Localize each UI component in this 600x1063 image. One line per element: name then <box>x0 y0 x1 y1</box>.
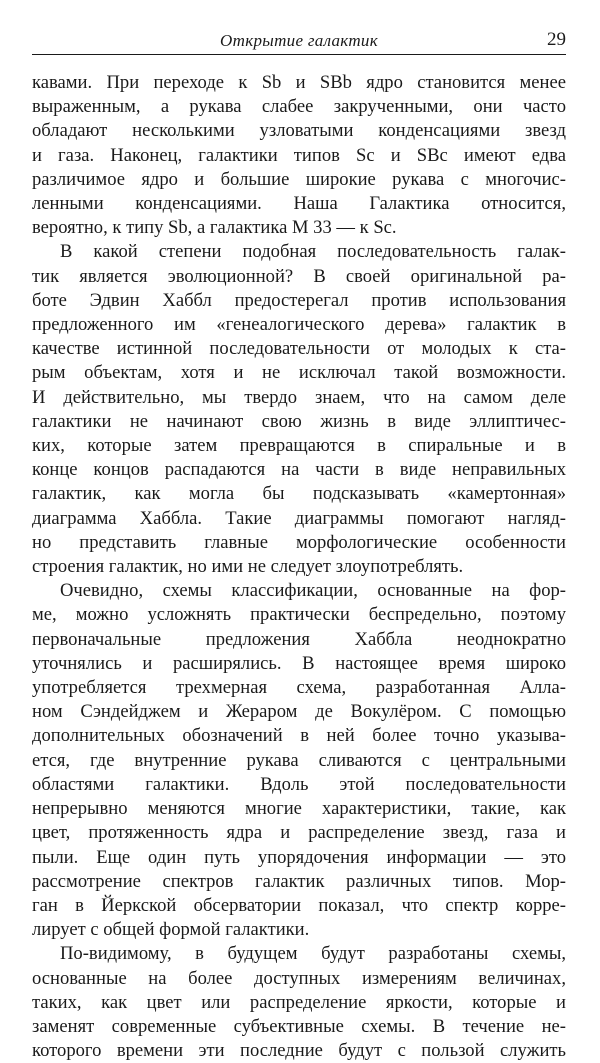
text-line: ме, можно усложнять практически беспредельно, поэтому <box>32 604 566 626</box>
text-line: ном Сэндейджем и Жераром де Вокулёром. С помощью <box>32 701 566 723</box>
text-line: конце концов распадаются на части в виде неправильных <box>32 459 566 481</box>
text-line: Очевидно, схемы классификации, основанные на фор- <box>60 580 566 602</box>
text-line: предложенного им «генеалогического дерева» галактик в <box>32 314 566 336</box>
text-line: областями галактики. Вдоль этой последовательности <box>32 773 566 795</box>
text-line: ган в Йеркской обсерватории показал, что спектр корре- <box>32 894 566 916</box>
text-line: строения галактик, но ими не следует злоупотреблять. <box>32 556 464 578</box>
paragraph <box>32 579 566 942</box>
text-line: ется, где внутренние рукава сливаются с центральными <box>32 749 566 771</box>
text-line: непрерывно меняются многие характеристики, такие, как <box>32 798 566 820</box>
text-line: рассмотрение спектров галактик различных типов. Мор- <box>32 870 566 892</box>
text-line: ленными конденсациями. Наша Галактика относится, <box>32 193 566 215</box>
body-text <box>32 71 566 1063</box>
text-line: различимое ядро и большие широкие рукава с многочис- <box>32 168 566 190</box>
text-line: основанные на более доступных измерениям величинах, <box>32 967 566 989</box>
text-line: галактики не начинают свою жизнь в виде эллиптичес- <box>32 410 566 432</box>
text-line: и газа. Наконец, галактики типов Sc и SBc имеют едва <box>32 144 566 166</box>
text-line: обладают несколькими узловатыми конденсациями звезд <box>32 120 566 142</box>
running-title: Открытие галактик <box>220 31 378 50</box>
book-page <box>32 28 566 1063</box>
text-line: которого времени эти последние будут с пользой служить <box>32 1040 566 1062</box>
paragraph <box>32 240 566 579</box>
text-line: лирует с общей формой галактики. <box>32 919 310 941</box>
text-line: По-видимому, в будущем будут разработаны схемы, <box>60 943 566 965</box>
text-line: заменят современные субъективные схемы. В течение не- <box>32 1015 566 1037</box>
text-line: галактик, как могла бы подсказывать «камертонная» <box>32 483 566 505</box>
paragraph <box>32 71 566 240</box>
text-line: уточнялись и расширялись. В настоящее время широко <box>32 652 566 674</box>
text-line: боте Эдвин Хаббл предостерегал против использования <box>32 289 566 311</box>
paragraph <box>32 942 566 1063</box>
text-line: качестве истинной последовательности от молодых к ста- <box>32 338 566 360</box>
text-line: первоначальные предложения Хаббла неоднократно <box>32 628 566 650</box>
text-line: цвет, протяженность ядра и распределение звезд, газа и <box>32 822 566 844</box>
text-line: рым объектам, хотя и не исключал такой возможности. <box>32 362 566 384</box>
text-line: выраженным, а рукава слабее закрученными, они часто <box>32 96 566 118</box>
text-line: пыли. Еще один путь упорядочения информации — это <box>32 846 566 868</box>
text-line: но представить главные морфологические особенности <box>32 531 566 553</box>
text-line: В какой степени подобная последовательность галак- <box>60 241 566 263</box>
text-line: И действительно, мы твердо знаем, что на самом деле <box>32 386 566 408</box>
text-line: дополнительных обозначений в ней более точно указыва- <box>32 725 566 747</box>
text-line: таких, как цвет или распределение яркости, которые и <box>32 991 566 1013</box>
text-line: вероятно, к типу Sb, а галактика M 33 — к Sc. <box>32 217 397 239</box>
text-line: употребляется трехмерная схема, разработанная Алла- <box>32 677 566 699</box>
text-line: диаграмма Хаббла. Такие диаграммы помогают нагляд- <box>32 507 566 529</box>
text-line: ких, которые затем превращаются в спиральные и в <box>32 435 566 457</box>
running-header <box>32 28 566 55</box>
page-number: 29 <box>547 29 566 50</box>
text-line: тик является эволюционной? В своей оригинальной ра- <box>32 265 566 287</box>
text-line: кавами. При переходе к Sb и SBb ядро становится менее <box>32 72 566 93</box>
